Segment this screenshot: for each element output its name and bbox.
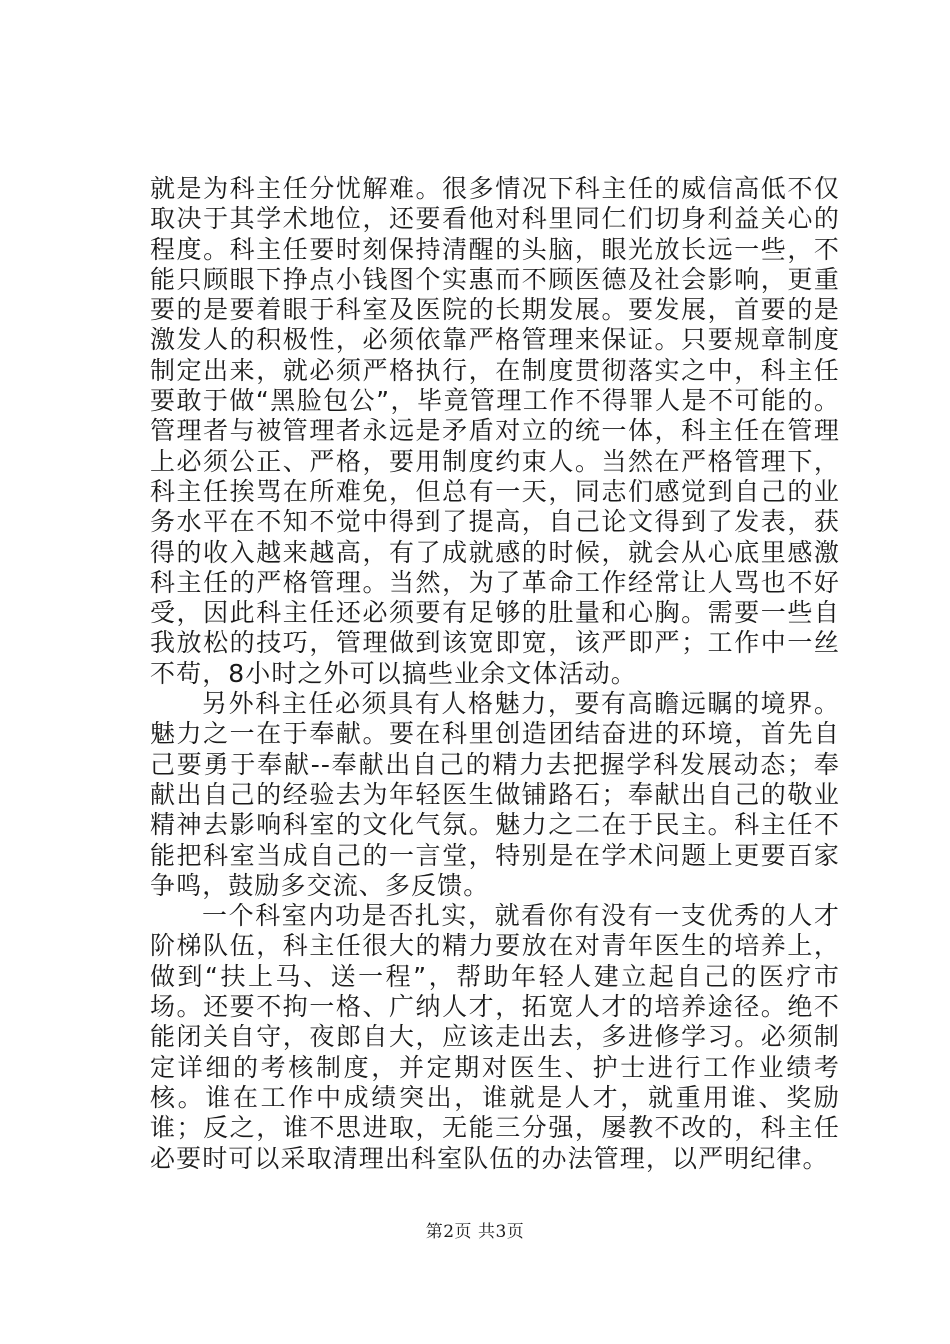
- paragraph-1: 就是为科主任分忧解难。很多情况下科主任的威信高低不仅取决于其学术地位，还要看他对科里同仁们切身利益关心的程度。科主任要时刻保持清醒的头脑，眼光放长远一些，不能只顾眼下挣点小钱图个实惠而不顾医德及社会影响，更重要的是要着眼于科室及医院的长期发展。要发展，首要的是激发人的积极性，必须依靠严格管理来保证。只要规章制度制定出来，就必须严格执行，在制度贯彻落实之中，科主任要敢于做“黑脸包公”，毕竟管理工作不得罪人是不可能的。管理者与被管理者永远是矛盾对立的统一体，科主任在管理上必须公正、严格，要用制度约束人。当然在严格管理下，科主任挨骂在所难免，但总有一天，同志们感觉到自己的业务水平在不知不觉中得到了提高，自己论文得到了发表，获得的收入越来越高，有了成就感的时候，就会从心底里感激科主任的严格管理。当然，为了革命工作经常让人骂也不好受，因此科主任还必须要有足够的肚量和心胸。需要一些自我放松的技巧，管理做到该宽即宽，该严即严；工作中一丝不苟，8小时之外可以搞些业余文体活动。: [150, 174, 840, 688]
- paragraph-2: 另外科主任必须具有人格魅力，要有高瞻远瞩的境界。魅力之一在于奉献。要在科里创造团结奋进的环境，首先自己要勇于奉献--奉献出自己的精力去把握学科发展动态；奉献出自己的经验去为年轻医生做铺路石；奉献出自己的敬业精神去影响科室的文化气氛。魅力之二在于民主。科主任不能把科室当成自己的一言堂，特别是在学术问题上更要百家争鸣，鼓励多交流、多反馈。: [150, 689, 840, 900]
- paragraph-3: 一个科室内功是否扎实，就看你有没有一支优秀的人才阶梯队伍，科主任很大的精力要放在对青年医生的培养上，做到“扶上马、送一程”，帮助年轻人建立起自己的医疗市场。还要不拘一格、广纳人才，拓宽人才的培养途径。绝不能闭关自守，夜郎自大，应该走出去，多进修学习。必须制定详细的考核制度，并定期对医生、护士进行工作业绩考核。谁在工作中成绩突出，谁就是人才，就重用谁、奖励谁；反之，谁不思进取，无能三分强，屡教不改的，科主任必要时可以采取清理出科室队伍的办法管理，以严明纪律。: [150, 901, 840, 1173]
- body-text: [150, 174, 840, 1174]
- page-footer: 第2页 共3页: [425, 1222, 525, 1242]
